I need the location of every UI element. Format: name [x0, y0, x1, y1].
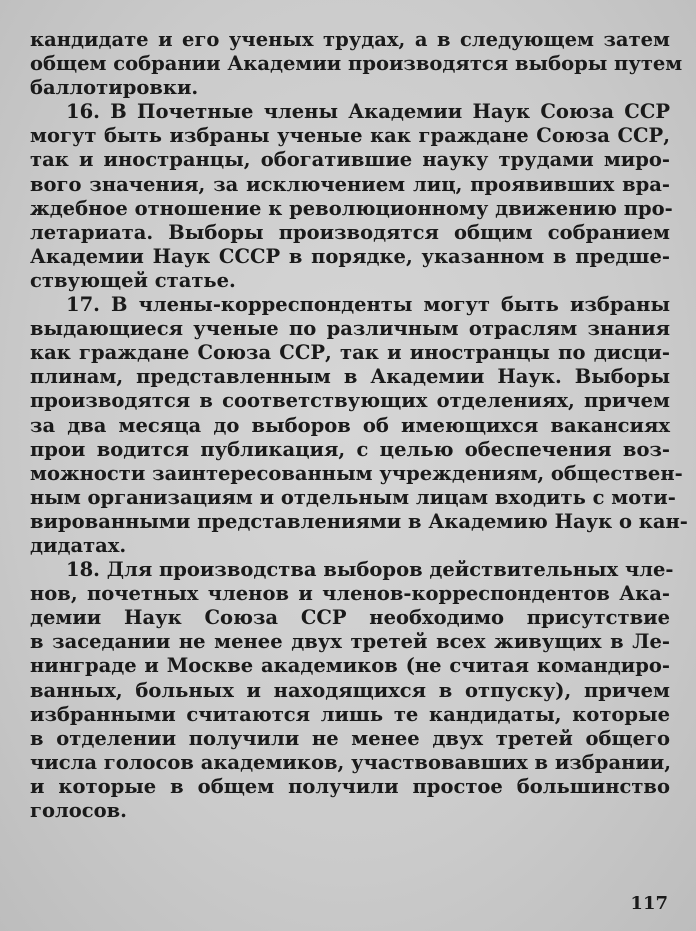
text-line: вого значения, за исключением лиц, проявивших вра- [30, 172, 670, 196]
text-line: выдающиеся ученые по различным отраслям знания [30, 317, 670, 341]
text-line: так и иностранцы, обогатившие науку трудами миро- [30, 148, 670, 172]
text-line: нинграде и Москве академиков (не считая командиро- [30, 654, 670, 678]
paragraph-continuation [30, 28, 683, 100]
text-line: баллотировки. [30, 76, 199, 100]
text-line: и которые в общем получили простое большинство [30, 774, 670, 798]
text-line: общем собрании Академии производятся выборы путем [30, 52, 683, 76]
text-line: избранными считаются лишь те кандидаты, которые [30, 702, 670, 726]
text-line: ствующей статье. [30, 268, 236, 292]
text-line-content: Для производства выборов действительных чле- [106, 558, 674, 582]
text-line: ванных, больных и находящихся в отпуску), причем [30, 678, 670, 702]
text-line: могут быть избраны ученые как граждане Союза ССР, [30, 124, 670, 148]
paragraph-number: 17. [66, 293, 100, 317]
text-line: голосов. [30, 799, 127, 822]
text-line: как граждане Союза ССР, так и иностранцы по дисци- [30, 341, 670, 365]
text-line: демии Наук Союза ССР необходимо присутствие [30, 606, 670, 630]
text-line: кандидате и его ученых трудах, а в следующем затем [30, 28, 670, 51]
paragraph-number: 16. [66, 100, 100, 124]
paragraph-18 [30, 558, 674, 823]
text-line-content: В Почетные члены Академии Наук Союза ССР [110, 100, 670, 124]
text-line: нов, почетных членов и членов-корреспондентов Ака- [30, 582, 670, 606]
page-number: 117 [630, 893, 668, 914]
text-line: Академии Наук СССР в порядке, указанном в предше- [30, 244, 670, 268]
page-text [30, 28, 688, 823]
text-line: ным организациям и отдельным лицам входить с моти- [30, 485, 676, 509]
text-line-content: В члены-корреспонденты могут быть избраны [111, 293, 671, 317]
text-line: дидатах. [30, 533, 127, 557]
text-line [30, 558, 674, 582]
text-line [30, 100, 670, 124]
text-line: в заседании не менее двух третей всех живущих в Ле- [30, 630, 670, 654]
text-line: за два месяца до выборов об имеющихся вакансиях [30, 413, 670, 437]
text-line: вированными представлениями в Академию Наук о кан- [30, 509, 688, 533]
paragraph-17 [30, 293, 688, 558]
text-line: летариата. Выборы производятся общим собранием [30, 220, 670, 244]
paragraph-number: 18. [66, 558, 100, 582]
text-line [30, 293, 670, 317]
text-line: можности заинтересованным учреждениям, обществен- [30, 461, 683, 485]
text-line: производятся в соответствующих отделениях, причем [30, 389, 670, 413]
text-line: ждебное отношение к революционному движению про- [30, 196, 673, 220]
text-line: плинам, представленным в Академии Наук. Выборы [30, 365, 670, 389]
text-line: числа голосов академиков, участвовавших в избрании, [30, 750, 672, 774]
text-line: в отделении получили не менее двух третей общего [30, 726, 670, 750]
paragraph-16 [30, 100, 673, 293]
text-line: прои водится публикация, с целью обеспечения воз- [30, 437, 670, 461]
